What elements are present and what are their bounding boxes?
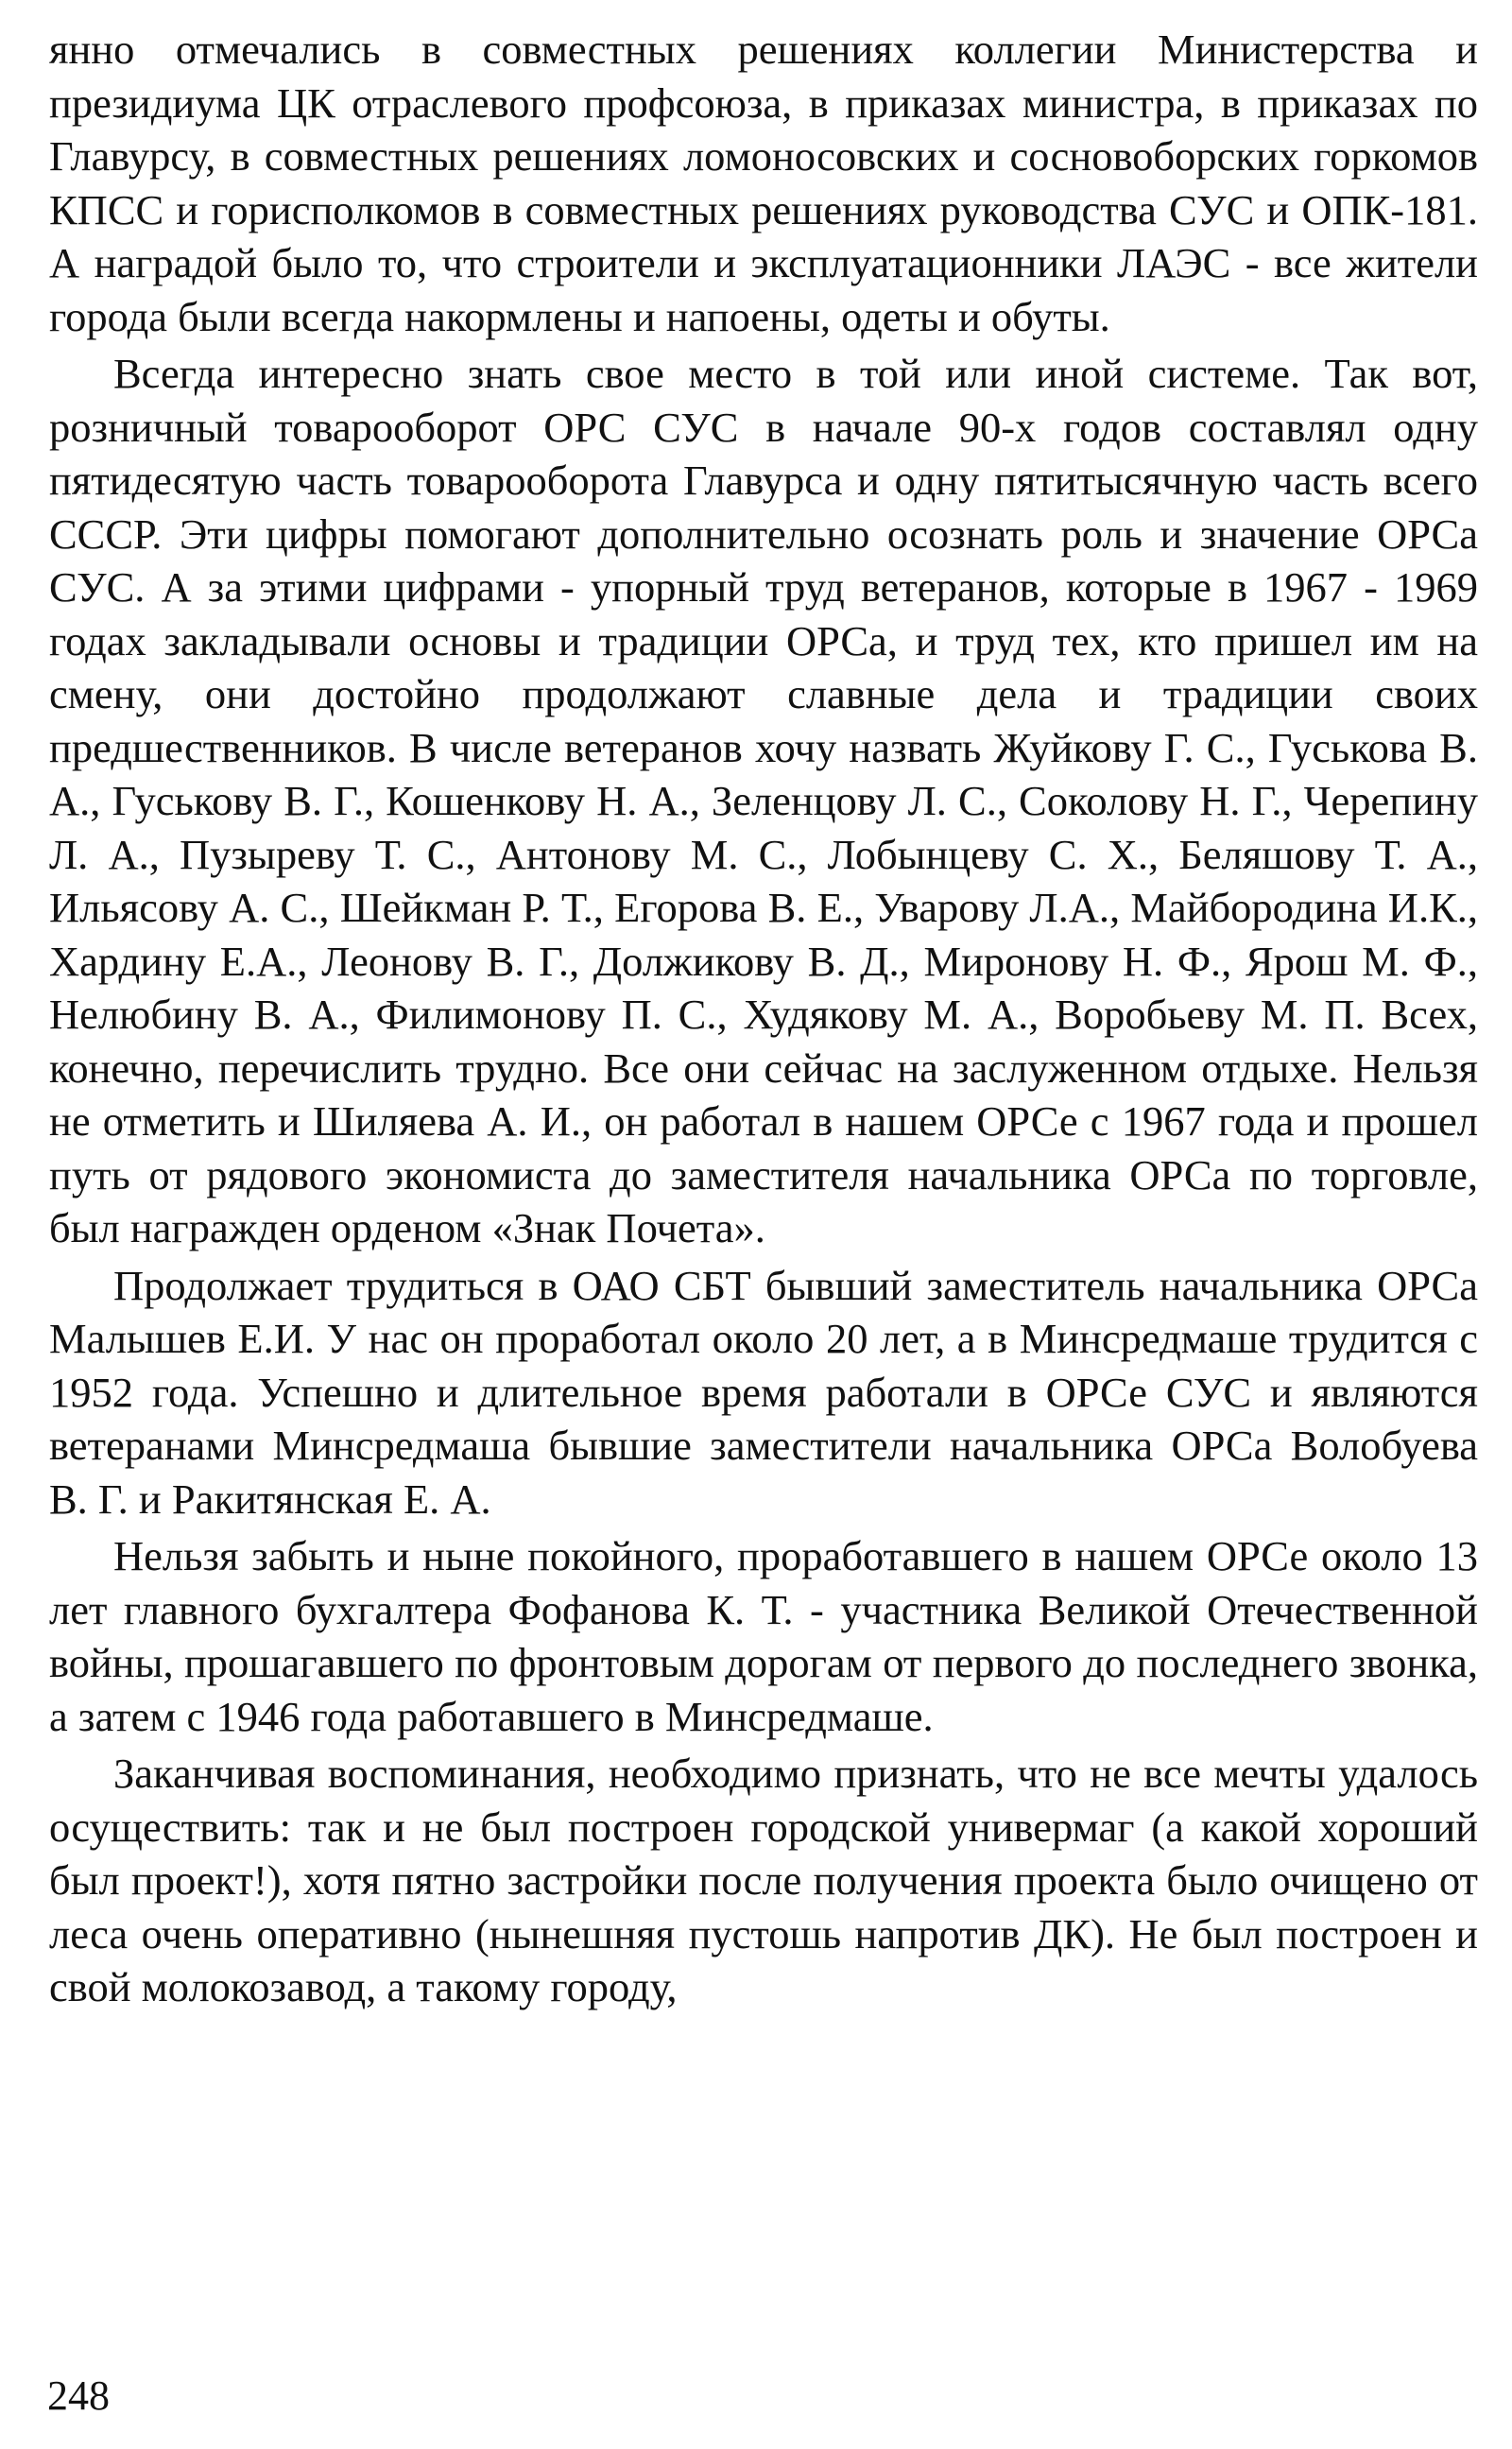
page-number: 248 bbox=[47, 2372, 110, 2419]
paragraph-continuation: янно отмечались в совместных решениях коллегии Министерства и президиума ЦК отраслевого профсоюза, в приказах министра, в приказах по Главурсу, в совместных решениях ломоносовских и сосновоборских горкомов КПСС и горисполкомов в совместных решениях руководства СУС и ОПК-181. А наградой было то, что строители и эксплуатационники ЛАЭС - все жители города были всегда накормлены и напоены, одеты и обуты. bbox=[49, 26, 1478, 340]
paragraph-fofanov: Нельзя забыть и ныне покойного, проработавшего в нашем ОРСе около 13 лет главного бухгалтера Фофанова К. Т. - участника Великой Отечественной войны, прошагавшего по фронтовым дорогам от первого до последнего звонка, а затем с 1946 года работавшего в Минсредмаше. bbox=[49, 1532, 1478, 1740]
paragraph-malyshev: Продолжает трудиться в ОАО СБТ бывший заместитель начальника ОРСа Малышев Е.И. У нас он проработал около 20 лет, а в Минсредмаше трудится с 1952 года. Успешно и длительное время работали в ОРСе СУС и являются ветеранами Минсредмаша бывшие заместители начальника ОРСа Волобуева В. Г. и Ракитянская Е. А. bbox=[49, 1261, 1478, 1523]
body-text bbox=[49, 23, 1478, 2018]
paragraph-trade-turnover: Всегда интересно знать свое место в той или иной системе. Так вот, розничный товарооборот ОРС СУС в начале 90-х годов составлял одну пятидесятую часть товарооборота Главурса и одну пятитысячную часть всего СССР. Эти цифры помогают дополнительно осознать роль и значение ОРСа СУС. А за этими цифрами - упорный труд ветеранов, которые в 1967 - 1969 годах закладывали основы и традиции ОРСа, и труд тех, кто пришел им на смену, они достойно продолжают славные дела и традиции своих предшественников. В числе ветеранов хочу назвать Жуйкову Г. С., Гуськова В. А., Гуськову В. Г., Кошенкову Н. А., Зеленцову Л. С., Соколову Н. Г., Черепину Л. А., Пузыреву Т. С., Антонову М. С., Лобынцеву С. Х., Беляшову Т. А., Ильясову А. С., Шейкман Р. Т., Егорова В. Е., Уварову Л.А., Майбородина И.К., Хардину Е.А., Леонову В. Г., Должикову В. Д., Миронову Н. Ф., Ярош М. Ф., Нелюбину В. А., Филимонову П. С., Худякову М. А., Воробьеву М. П. Всех, конечно, перечислить трудно. Все они сейчас на заслуженном отдыхе. Нельзя не отметить и Шиляева А. И., он работал в нашем ОРСе с 1967 года и прошел путь от рядового экономиста до заместителя начальника ОРСа по торговле, был награжден орденом «Знак Почета». bbox=[49, 350, 1478, 1251]
paragraph-conclusion: Заканчивая воспоминания, необходимо признать, что не все мечты удалось осуществить: так и не был построен городской универмаг (а какой хороший был проект!), хотя пятно застройки после получения проекта было очищено от леса очень оперативно (нынешняя пустошь напротив ДК). Не был построен и свой молокозавод, а такому городу, bbox=[49, 1750, 1478, 2010]
